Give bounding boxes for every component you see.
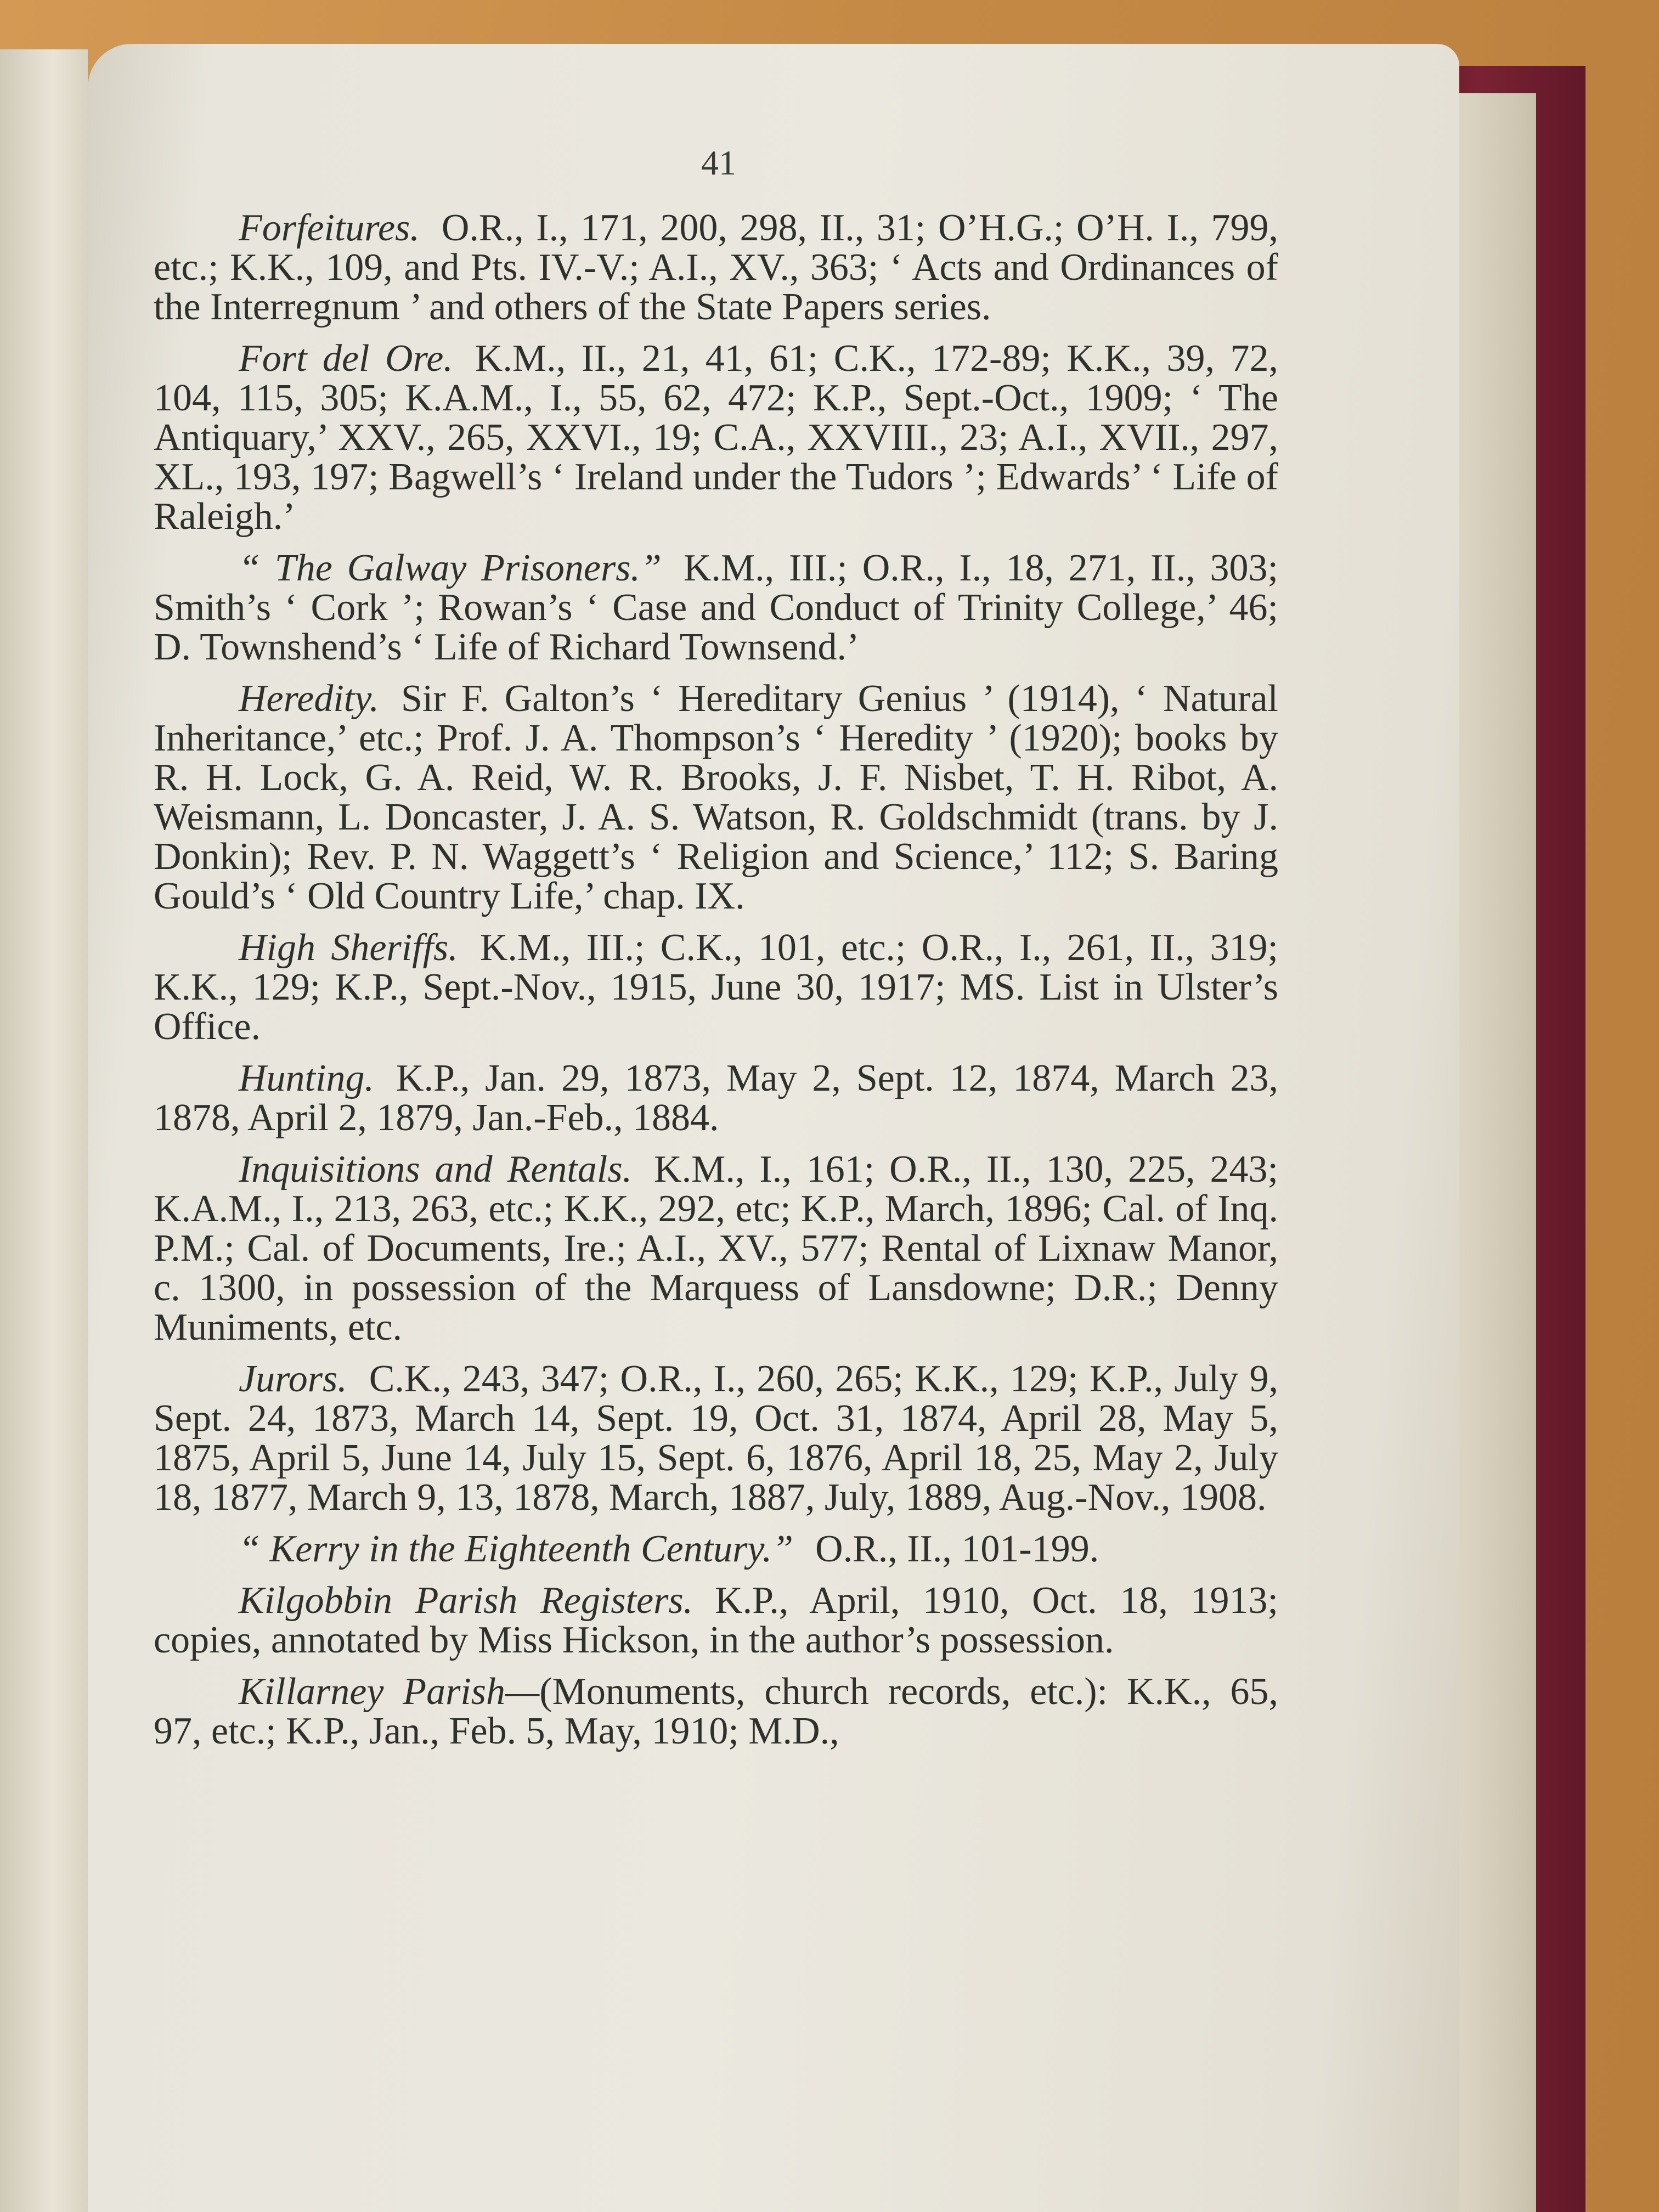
entry-heading: “ Kerry in the Eighteenth Century.” — [239, 1528, 794, 1570]
entry-kilgobbin — [154, 1581, 1278, 1660]
entry-high-sheriffs — [154, 928, 1278, 1047]
entry-heading: Heredity. — [239, 678, 379, 720]
entry-body: K.M., III.; O.R., I., 18, 271, II., 303; Smith’s ‘ Cork ’; Rowan’s ‘ Case and Conduct of Trinity College,’ 46; D. Townshend’s ‘ Life of Richard Townsend.’ — [154, 547, 1278, 668]
left-page-edge — [0, 49, 88, 2212]
entry-forfeitures — [154, 208, 1278, 327]
entry-heading: “ The Galway Prisoners.” — [239, 547, 662, 589]
entry-body: Sir F. Galton’s ‘ Hereditary Genius ’ (1914), ‘ Natural Inheritance,’ etc.; Prof. J. A. Thompson’s ‘ Heredity ’ (1920); books by R. H. Lock, G. A. Reid, W. R. Brooks, J. F. Nisbet, T. H. Ribot, A. Weismann, L. Doncaster, J. A. S. Watson, R. Goldschmidt (trans. by J. Donkin); Rev. P. N. Waggett’s ‘ Religion and Science,’ 112; S. Baring Gould’s ‘ Old Country Life,’ chap. IX. — [154, 678, 1278, 917]
entry-heading: Inquisitions and Rentals. — [239, 1148, 633, 1190]
entry-body: K.M., III.; C.K., 101, etc.; O.R., I., 261, II., 319; K.K., 129; K.P., Sept.-Nov., 1915, June 30, 1917; MS. List in Ulster’s Office. — [154, 927, 1278, 1048]
entry-heading: Hunting. — [239, 1057, 374, 1099]
entry-fort-del-ore — [154, 339, 1278, 537]
entry-body: (Monuments, church records, etc.): K.K., 65, 97, etc.; K.P., Jan., Feb. 5, May, 1910; M.D., — [154, 1671, 1278, 1752]
entry-body: C.K., 243, 347; O.R., I., 260, 265; K.K., 129; K.P., July 9, Sept. 24, 1873, March 14, Sept. 19, Oct. 31, 1874, April 28, May 5, 1875, April 5, June 14, July 15, Sept. 6, 1876, April 18, 25, May 2, July 18, 1877, March 9, 13, 1878, March, 1887, July, 1889, Aug.-Nov., 1908. — [154, 1358, 1278, 1519]
entry-heading: Kilgobbin Parish Registers. — [239, 1579, 693, 1622]
entry-hunting — [154, 1059, 1278, 1138]
entry-galway-prisoners — [154, 549, 1278, 667]
entry-inquisitions — [154, 1150, 1278, 1347]
entry-kerry-eighteenth-century — [154, 1530, 1278, 1569]
entry-body: O.R., II., 101-199. — [815, 1528, 1099, 1570]
entry-heading: Jurors. — [239, 1358, 347, 1400]
entry-body: K.M., I., 161; O.R., II., 130, 225, 243; K.A.M., I., 213, 263, etc.; K.K., 292, etc; K.P., March, 1896; Cal. of Inq. P.M.; Cal. of Documents, Ire.; A.I., XV., 577; Rental of Lixnaw Manor, c. 1300, in possession of the Marquess of Lansdowne; D.R.; Denny Muniments, etc. — [154, 1148, 1278, 1348]
entry-heading: Forfeitures. — [239, 207, 420, 249]
entry-killarney — [154, 1672, 1278, 1751]
entry-heading: Fort del Ore. — [239, 337, 453, 380]
entry-heading: High Sheriffs. — [239, 927, 458, 969]
page-text — [154, 208, 1278, 1763]
entry-heredity — [154, 679, 1278, 916]
entry-body: O.R., I., 171, 200, 298, II., 31; O’H.G.; O’H. I., 799, etc.; K.K., 109, and Pts. IV.-V.; A.I., XV., 363; ‘ Acts and Ordinances of the Interregnum ’ and others of the State Papers series. — [154, 207, 1278, 328]
entry-jurors — [154, 1359, 1278, 1517]
entry-heading: Killarney Parish— — [239, 1671, 540, 1713]
page-number: 41 — [701, 143, 736, 182]
entry-body: K.P., April, 1910, Oct. 18, 1913; copies, annotated by Miss Hickson, in the author’s possession. — [154, 1579, 1278, 1661]
entry-body: K.P., Jan. 29, 1873, May 2, Sept. 12, 1874, March 23, 1878, April 2, 1879, Jan.-Feb., 1884. — [154, 1057, 1278, 1139]
entry-body: K.M., II., 21, 41, 61; C.K., 172-89; K.K., 39, 72, 104, 115, 305; K.A.M., I., 55, 62, 472; K.P., Sept.-Oct., 1909; ‘ The Antiquary,’ XXV., 265, XXVI., 19; C.A., XXVIII., 23; A.I., XVII., 297, XL., 193, 197; Bagwell’s ‘ Ireland under the Tudors ’; Edwards’ ‘ Life of Raleigh.’ — [154, 337, 1279, 538]
